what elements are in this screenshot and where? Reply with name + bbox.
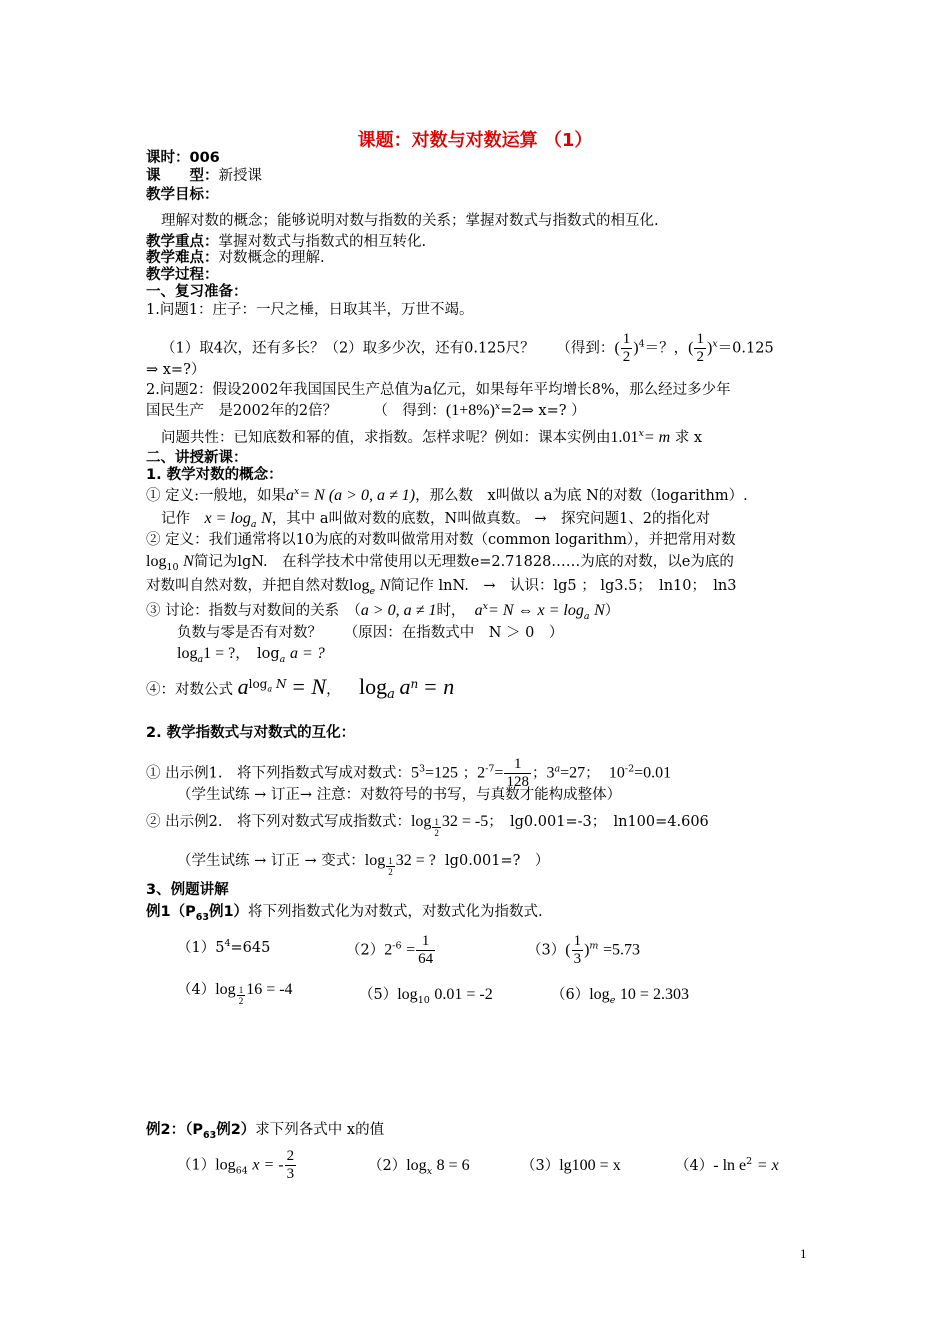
ex2-text: ② 出示例2. 将下列对数式写成指数式：	[146, 814, 411, 830]
review-question-2-line2	[146, 402, 586, 420]
ex1-expr-1-val: =125	[425, 764, 459, 782]
q2-exponent-x: x	[494, 401, 501, 413]
discussion-line2: 负数与零是否有对数？ （原因：在指数式中 N ＞ 0 ）	[177, 625, 564, 641]
period-value: 006	[189, 150, 220, 166]
def2-log-base-10: 10	[166, 561, 179, 573]
disc-equivalence: = N ⇔ x = log	[488, 602, 584, 619]
focus-text: 掌握对数式与指数式的相互转化.	[218, 234, 427, 250]
log-base-half: $\frac{1}{2}$	[238, 985, 244, 1006]
ex1-expr-4-exp: -2	[624, 763, 635, 775]
ex1-expr-4-base: 10	[608, 764, 625, 782]
def2-text-i: 简记作 lnN. → 认识：lg5 ； lg3.5； ln10； ln3	[390, 578, 737, 594]
worked-example-2-item-1: $(1)\log_{64}$ x = - $\frac{2}{3}$	[177, 1148, 295, 1182]
ex2-note-expr: 32 = ?	[395, 852, 436, 869]
q1-paren-close-1: )	[633, 339, 639, 357]
def2-log-arg: N	[183, 553, 194, 570]
def2-text-e: 对数叫自然对数，并把自然对数	[146, 578, 349, 594]
def2-ln-arg: N	[379, 577, 391, 594]
process-heading: 教学过程：	[146, 267, 219, 283]
wex2-title-a: 例2：（P	[146, 1122, 203, 1138]
q1-sub-text-b: ＝？，	[644, 340, 689, 357]
ex2-log-base-half: $\frac{1}{2}$	[434, 817, 439, 838]
disc3-expr-2: a = ?	[289, 645, 325, 662]
wex1-title-page: 63	[195, 911, 209, 923]
disc-text-c: 时，	[436, 603, 466, 619]
def2-text-d: 简记为lgN. 在科学技术中常使用以无理数e=2.71828……为底的对数，以e为底的	[193, 554, 734, 570]
common-question-line	[161, 429, 702, 447]
review-question-2-line1: 2.问题2：假设2002年我国国民生产总值为a亿元，如果每年平均增长8%，那么经过多少年	[146, 382, 731, 398]
def1-condition: = N (a > 0, a ≠ 1)	[299, 487, 416, 504]
worked-example-1-item-4: （4）log $\frac{1}{2}$ 16 = -4	[177, 981, 293, 1006]
difficulty-label: 教学难点：	[146, 250, 219, 266]
difficulty-line	[146, 249, 325, 267]
class-period-line	[146, 149, 220, 167]
worked-example-1-title	[146, 903, 543, 921]
ex1-sep-3: ；	[585, 765, 600, 782]
page-title: 课题：对数与对数运算 （1）	[357, 130, 593, 151]
definition-2-line2	[146, 553, 734, 571]
formula-2-exponent: n	[410, 677, 419, 692]
def2-ln-base-e: e	[369, 585, 376, 597]
ex1-expr-2-eq: =	[494, 764, 504, 782]
log-identity-line	[146, 674, 454, 703]
q1-paren-open-1: (	[614, 339, 620, 357]
ex2-expr: 32 = -5	[441, 813, 489, 830]
review-question-1-sub	[161, 331, 774, 366]
focus-label: 教学重点：	[146, 234, 219, 250]
type-value: 新授课	[218, 168, 262, 184]
formula-separator: ，	[326, 682, 341, 698]
q1-exponent-x: x	[712, 338, 718, 350]
discussion-line1	[146, 602, 619, 620]
worked-example-2-title	[146, 1121, 384, 1139]
def1-base: a	[286, 487, 294, 504]
q1-paren-open-2: (	[688, 339, 694, 357]
ex2-note-log: log	[364, 852, 386, 869]
q2-text-a: 国民生产 是2002年的2倍？ （ 得到：	[146, 403, 446, 419]
def1-exponent-x: x	[294, 486, 300, 498]
worked-example-2-item-2: $(2)\log_x$ 8 = 6	[368, 1157, 470, 1177]
disc-log-base: a	[583, 610, 590, 622]
period-label: 课时：	[146, 150, 190, 166]
definition-2-line1: ② 定义：我们通常将以10为底的对数叫做常用对数（common logarithm），并把常用对数	[146, 532, 736, 548]
formula-2-arg: a	[399, 674, 411, 699]
def1-text-i: ，其中 a叫做对数的底数，N叫做真数。 → 探究问题1、2的指化对	[271, 511, 710, 527]
disc-exponent-x: x	[482, 601, 489, 613]
disc-text-h: ）	[604, 603, 620, 619]
worked-example-1-item-6: $(6)\log_e$ 10 = 2.303	[551, 986, 689, 1006]
ex1-expr-2-base: 2	[477, 764, 486, 782]
def2-ln-log: log	[349, 577, 370, 594]
common-eq: = m	[643, 429, 671, 446]
q1-sub-text-a: （1）取4次，还有多长？（2）取多少次，还有0.125尺？ （得到：	[161, 340, 615, 357]
fraction-1-over-3: $\frac{1}{3}$	[573, 933, 582, 967]
ex2-note-log-base-half: $\frac{1}{2}$	[388, 856, 393, 877]
concept-heading: 1. 教学对数的概念：	[146, 467, 283, 483]
objectives-heading: 教学目标：	[146, 187, 219, 203]
difficulty-text: 对数概念的理解.	[218, 250, 325, 266]
formula-1-base: a	[237, 674, 249, 699]
formula-1-result: = N	[291, 674, 327, 699]
common-exponent-x: x	[638, 428, 644, 440]
disc3-log-1: log	[177, 645, 198, 662]
worked-example-1-item-5: $(5)\log_{10}$ 0.01 = -2	[359, 986, 493, 1006]
disc-text-a: ③ 讨论：指数与对数间的关系 （	[146, 603, 361, 619]
wex1-title-c: 例1）	[208, 904, 249, 920]
disc-condition: a > 0, a ≠ 1	[360, 602, 437, 619]
def1-text-d: ，那么数 x叫做以 a为底 N的对数（logarithm）.	[415, 488, 748, 504]
disc3-sep: ， log	[235, 646, 280, 662]
example-2-line	[146, 813, 709, 838]
disc3-expr-1: 1 = ?	[203, 645, 236, 662]
formula-2-result: = n	[422, 674, 455, 699]
q1-sub-text-d: ⇒ x=?）	[146, 362, 206, 378]
disc3-base-1: a	[197, 653, 204, 665]
wex1-title-d: 将下列指数式化为对数式，对数式化为指数式.	[248, 904, 543, 920]
fraction-1-over-64: $\frac{1}{64}$	[418, 933, 434, 967]
formula-2-log: log	[359, 674, 388, 699]
q1-exponent-4: 4	[638, 338, 645, 350]
ex1-expr-3-base: 3	[546, 764, 555, 782]
formula-1-exponent: loga N	[248, 677, 287, 694]
ex1-expr-3-val: =27	[560, 764, 586, 782]
worked-example-1-item-3: （3）( $\frac{1}{3}$ )$^m$ =5.73	[527, 933, 641, 967]
class-type-line	[146, 167, 262, 185]
review-heading: 一、复习准备：	[146, 284, 248, 300]
disc-log-arg: N	[594, 602, 605, 619]
ex1-expr-3-exp: a	[554, 763, 561, 775]
review-question-1: 1.问题1：庄子：一尺之棰，日取其半，万世不竭。	[146, 302, 474, 318]
ex2-log: log	[410, 813, 432, 830]
def1-log-arg: N	[261, 510, 272, 527]
common-text-a: 问题共性：已知底数和幂的值，求指数。怎样求呢？例如：课本实例由	[161, 430, 611, 446]
wex2-title-c: 例2）	[216, 1122, 256, 1138]
ex1-expr-1-base: 5	[410, 764, 419, 782]
def1-log-base: a	[250, 518, 257, 530]
example-1-note: （学生试练 → 订正→ 注意：对数符号的书写，与真数才能构成整体）	[177, 787, 622, 803]
discussion-line3	[177, 645, 325, 663]
disc-base: a	[474, 602, 483, 619]
type-label: 课 型：	[146, 168, 219, 184]
formula-label: ④：对数公式	[146, 682, 233, 698]
def1-log-expr: x = log	[204, 510, 251, 527]
q1-sub-text-c: ＝0.125	[717, 340, 774, 357]
disc3-base-2: a	[279, 653, 286, 665]
examples-heading: 3、例题讲解	[146, 882, 229, 898]
fraction-1-over-128: $\frac{1}{128}$	[506, 756, 529, 790]
ex1-expr-4-val: =0.01	[634, 764, 672, 782]
page-number: 1	[800, 1246, 807, 1261]
def2-log: log	[146, 553, 167, 570]
worked-example-2-item-3: （3）lg100 = x	[521, 1157, 621, 1174]
ex1-expr-2-exp: -7	[485, 763, 495, 775]
ex1-text: ① 出示例1. 将下列指数式写成对数式：	[146, 765, 411, 782]
ex2-rest: ； lg0.001=-3； ln100=4.606	[488, 814, 709, 830]
fraction-2-over-3: $\frac{2}{3}$	[286, 1148, 295, 1182]
common-text-d: 求 x	[674, 430, 703, 446]
formula-2-base: a	[387, 686, 395, 702]
wex1-title-a: 例1（P	[146, 904, 196, 920]
ex2-note-text: （学生试练 → 订正 → 变式：	[177, 853, 365, 869]
example-2-note	[177, 852, 549, 877]
fraction-one-half-2: $\frac{1}{2}$	[696, 331, 704, 365]
q2-growth-expr: (1+8%)	[445, 402, 495, 419]
worked-example-1-item-1: $(1)5^4=645$	[177, 938, 271, 956]
ex2-note-rest: lg0.001=? ）	[445, 853, 550, 869]
definition-2-line3	[146, 577, 736, 595]
lecture-heading: 二、讲授新课：	[146, 450, 248, 466]
wex2-title-d: 求下列各式中 x的值	[255, 1122, 385, 1138]
fraction-one-half-1: $\frac{1}{2}$	[622, 331, 631, 365]
definition-1-line2	[161, 510, 710, 528]
ex1-sep-1: ；	[462, 765, 478, 782]
worked-example-2-item-4: （4）- $\ln e^2 = x$	[675, 1156, 779, 1174]
worked-example-1-item-2: $(2)2^{-6}$ = $\frac{1}{64}$	[346, 933, 434, 967]
common-base: 1.01	[610, 429, 639, 446]
objectives-text: 理解对数的概念；能够说明对数与指数的关系；掌握对数式与指数式的相互化.	[161, 213, 659, 229]
def1-text-a: ① 定义:一般地，如果	[146, 488, 286, 504]
def1-text-e: 记作	[161, 511, 205, 527]
wex2-title-page: 63	[202, 1129, 217, 1141]
q2-text-c: =2⇒ x=? ）	[500, 403, 586, 419]
definition-1-line1	[146, 487, 748, 505]
ex1-expr-1-exp: 3	[418, 763, 425, 775]
q1-paren-close-2: )	[706, 339, 713, 357]
ex1-sep-2: ；	[531, 765, 547, 782]
conversion-heading: 2. 教学指数式与对数式的互化：	[146, 725, 356, 741]
